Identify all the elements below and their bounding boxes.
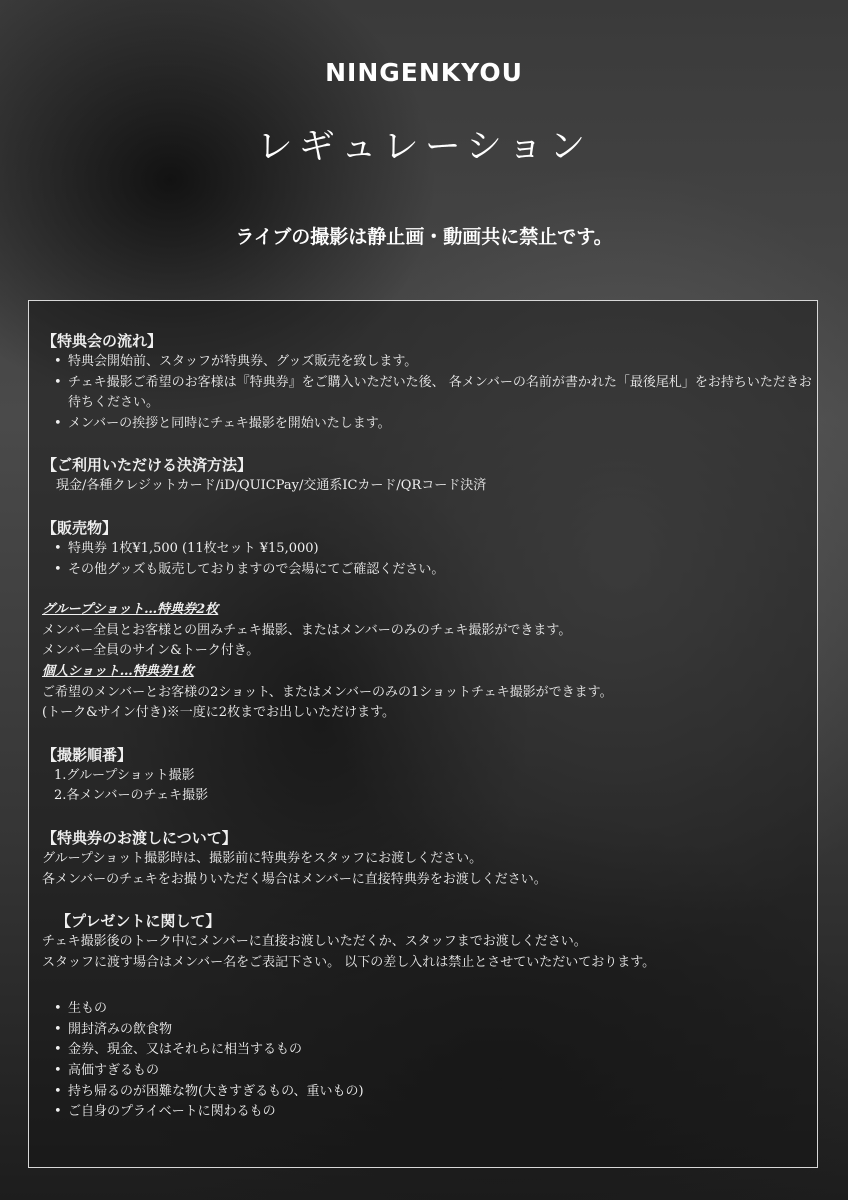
list-item: • 開封済みの飲食物 bbox=[54, 1020, 812, 1041]
list-item: • チェキ撮影ご希望のお客様は『特典券』をご購入いただいた後、 各メンバーの名前が書かれた「最後尾札」をお持ちいただきお待ちください。 bbox=[54, 373, 812, 414]
present-line: チェキ撮影後のトーク中にメンバーに直接お渡しいただくか、スタッフまでお渡しください。 bbox=[42, 934, 587, 950]
page-title: レギュレーション bbox=[256, 126, 592, 167]
regulation-content bbox=[42, 330, 812, 1123]
solo-shot-heading: 個人ショット…特典券1枚 bbox=[42, 663, 194, 679]
section-heading-sales: 【販売物】 bbox=[42, 518, 118, 537]
brand-logo: NINGENKYOU bbox=[325, 58, 523, 87]
solo-shot-line: (トーク&サイン付き)※一度に2枚までお出しいただけます。 bbox=[42, 705, 396, 721]
group-shot-heading: グループショット…特典券2枚 bbox=[42, 602, 219, 618]
section-heading-payment: 【ご利用いただける決済方法】 bbox=[42, 456, 253, 475]
ticket-line: グループショット撮影時は、撮影前に特典券をスタッフにお渡しください。 bbox=[42, 850, 483, 866]
section-heading-flow: 【特典会の流れ】 bbox=[42, 332, 163, 350]
list-item: • 高価すぎるもの bbox=[54, 1061, 812, 1082]
list-item: 1.グループショット撮影 bbox=[54, 767, 195, 783]
flow-list bbox=[42, 352, 812, 434]
prohibited-gifts-list bbox=[42, 999, 812, 1123]
list-item: 2.各メンバーのチェキ撮影 bbox=[54, 788, 209, 804]
list-item: • その他グッズも販売しておりますので会場にてご確認ください。 bbox=[54, 560, 812, 581]
list-item: • 特典券 1枚¥1,500 (11枚セット ¥15,000) bbox=[54, 539, 812, 560]
group-shot-line: メンバー全員とお客様との囲みチェキ撮影、またはメンバーのみのチェキ撮影ができます。 bbox=[42, 622, 572, 638]
list-item: • 持ち帰るのが困難な物(大きすぎるもの、重いもの) bbox=[54, 1082, 812, 1103]
list-item: • 金券、現金、又はそれらに相当するもの bbox=[54, 1040, 812, 1061]
section-heading-present: 【プレゼントに関して】 bbox=[56, 912, 221, 931]
list-item: • ご自身のプライベートに関わるもの bbox=[54, 1102, 812, 1123]
section-heading-ticket: 【特典券のお渡しについて】 bbox=[42, 828, 237, 847]
list-item: • メンバーの挨拶と同時にチェキ撮影を開始いたします。 bbox=[54, 414, 812, 435]
payment-methods: 現金/各種クレジットカード/iD/QUICPay/交通系ICカード/QRコード決済 bbox=[56, 478, 487, 494]
list-item: • 生もの bbox=[54, 999, 812, 1020]
solo-shot-line: ご希望のメンバーとお客様の2ショット、またはメンバーのみの1ショットチェキ撮影ができます。 bbox=[42, 684, 613, 700]
sales-list bbox=[42, 539, 812, 580]
ticket-line: 各メンバーのチェキをお撮りいただく場合はメンバーに直接特典券をお渡しください。 bbox=[42, 871, 547, 887]
list-item: • 特典会開始前、スタッフが特典券、グッズ販売を致します。 bbox=[54, 352, 812, 373]
photo-prohibition-notice: ライブの撮影は静止画・動画共に禁止です。 bbox=[235, 226, 613, 248]
present-line: スタッフに渡す場合はメンバー名をご表記下さい。 以下の差し入れは禁止とさせていただいております。 bbox=[42, 954, 656, 970]
section-heading-order: 【撮影順番】 bbox=[42, 745, 133, 764]
group-shot-line: メンバー全員のサイン&トーク付き。 bbox=[42, 643, 260, 659]
order-list bbox=[42, 766, 812, 807]
